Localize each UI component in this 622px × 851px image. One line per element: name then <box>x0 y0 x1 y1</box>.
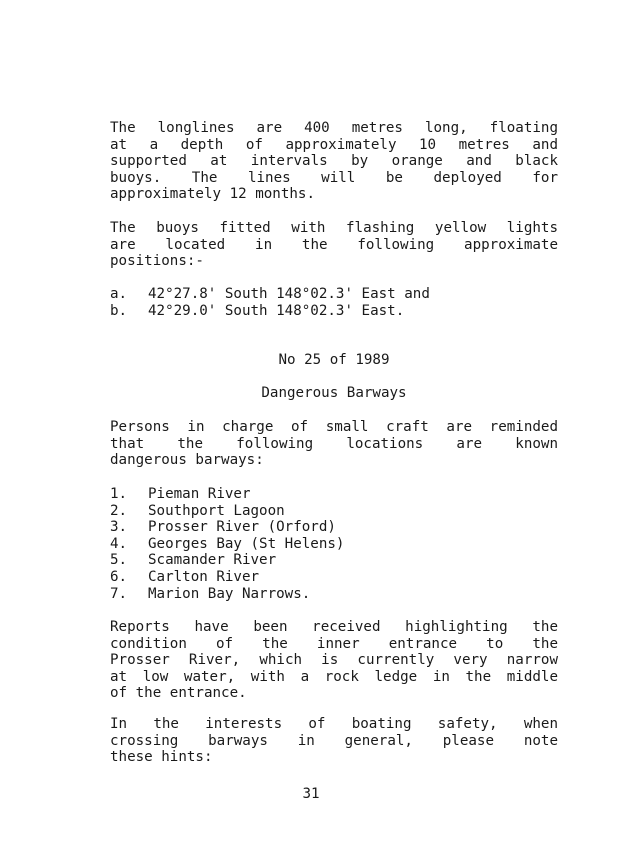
text-line: Prosser River, which is currently very narrow <box>110 652 558 669</box>
text-line: are located in the following approximate <box>110 236 558 253</box>
list-text: Carlton River <box>148 568 260 585</box>
list-marker: 5. <box>110 552 128 569</box>
text-line: of the entrance. <box>110 685 247 702</box>
list-item <box>110 519 558 536</box>
text-line: Reports have been received highlighting the <box>110 619 558 635</box>
paragraph-reports <box>110 619 558 702</box>
list-item <box>110 286 558 303</box>
list-text: 42°29.0' South 148°02.3' East. <box>148 302 405 319</box>
text-line: that the following locations are known <box>110 435 558 452</box>
list-item <box>110 536 558 553</box>
list-item <box>110 486 558 503</box>
paragraph-interests <box>110 716 558 766</box>
notice-number: No 25 of 1989 <box>278 352 390 368</box>
barways-list <box>110 486 558 602</box>
text-line: buoys. The lines will be deployed for <box>110 169 558 186</box>
text-line: dangerous barways: <box>110 452 264 469</box>
text-line: condition of the inner entrance to the <box>110 635 558 652</box>
list-item <box>110 552 558 569</box>
list-marker: 1. <box>110 486 128 502</box>
list-text: Scamander River <box>148 552 277 569</box>
paragraph-buoys <box>110 220 558 270</box>
list-item <box>110 569 558 586</box>
text-line: these hints: <box>110 749 213 766</box>
list-text: Marion Bay Narrows. <box>148 585 311 602</box>
page-number: 31 <box>302 786 320 802</box>
text-line: supported at intervals by orange and black <box>110 153 558 170</box>
text-line: positions:- <box>110 253 204 270</box>
notice-title: Dangerous Barways <box>261 385 407 401</box>
list-marker: 3. <box>110 519 128 536</box>
list-marker: b. <box>110 302 128 319</box>
text-line: at a depth of approximately 10 metres and <box>110 136 558 153</box>
list-marker: 6. <box>110 568 128 585</box>
text-line: approximately 12 months. <box>110 186 315 203</box>
list-text: Georges Bay (St Helens) <box>148 535 345 552</box>
text-line: crossing barways in general, please note <box>110 732 558 749</box>
list-marker: a. <box>110 286 128 302</box>
paragraph-longlines <box>110 120 558 203</box>
text-line: Persons in charge of small craft are reminded <box>110 419 558 435</box>
text-line: at low water, with a rock ledge in the middle <box>110 668 558 685</box>
positions-list <box>110 286 558 319</box>
text-line: The longlines are 400 metres long, floating <box>110 120 558 136</box>
list-item <box>110 586 558 603</box>
list-text: Southport Lagoon <box>148 502 285 519</box>
list-item <box>110 503 558 520</box>
list-text: 42°27.8' South 148°02.3' East and <box>148 286 430 302</box>
list-item <box>110 303 558 320</box>
list-text: Prosser River (Orford) <box>148 519 336 536</box>
list-marker: 4. <box>110 535 128 552</box>
paragraph-persons <box>110 419 558 469</box>
text-line: The buoys fitted with flashing yellow lights <box>110 220 558 236</box>
list-text: Pieman River <box>148 486 251 502</box>
list-marker: 2. <box>110 502 128 519</box>
list-marker: 7. <box>110 585 128 602</box>
text-line: In the interests of boating safety, when <box>110 716 558 732</box>
